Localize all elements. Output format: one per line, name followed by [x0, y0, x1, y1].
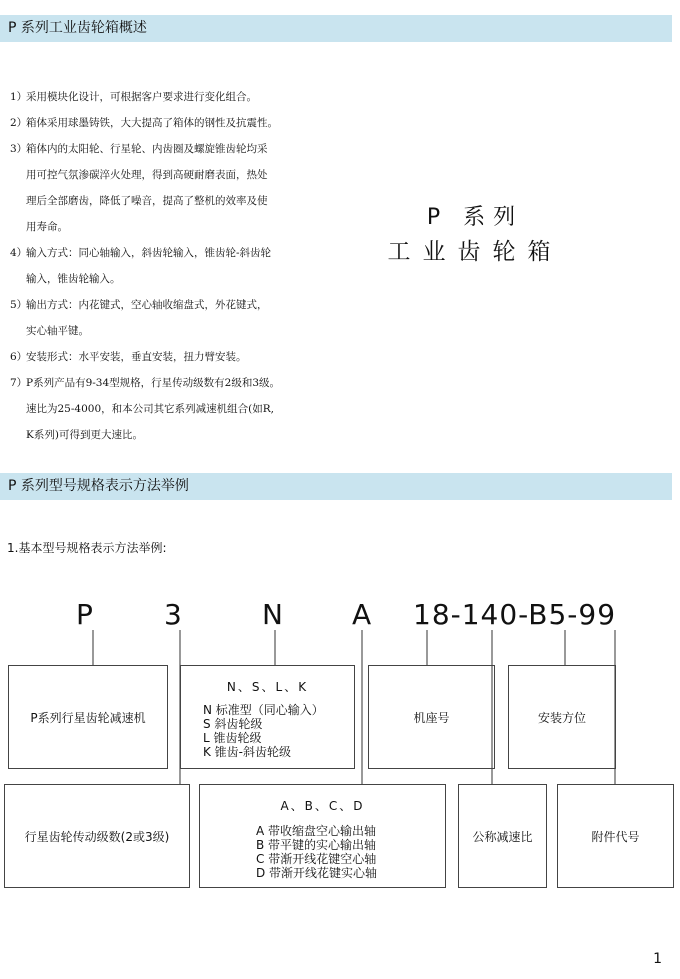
- feature-text: 安装形式：水平安装，垂直安装，扭力臂安装。: [26, 351, 247, 363]
- section-title: P 系列工业齿轮箱概述: [8, 20, 147, 36]
- input-box: [180, 665, 355, 769]
- series-box: [8, 665, 168, 769]
- input-lines: [203, 703, 354, 759]
- section-title: P 系列型号规格表示方法举例: [8, 478, 189, 494]
- code-p: P: [76, 598, 93, 631]
- output-head: A、B、C、D: [280, 799, 365, 813]
- feature-number: 6）: [10, 351, 28, 363]
- input-line: L 锥齿轮级: [203, 731, 262, 745]
- page-number: 1: [653, 951, 662, 967]
- input-line: K 锥齿-斜齿轮级: [203, 745, 292, 759]
- feature-text: 采用模块化设计，可根据客户要求进行变化组合。: [26, 91, 257, 103]
- code-rest: 18-140-B5-99: [413, 598, 617, 631]
- feature-text: 速比为25-4000，和本公司其它系列减速机组合(如R,: [26, 403, 274, 415]
- output-line: A 带收缩盘空心输出轴: [256, 824, 377, 838]
- feature-number: 5）: [10, 299, 28, 311]
- hero-line-1: P 系列: [426, 205, 524, 230]
- ratio-label: 公称减速比: [472, 829, 533, 844]
- feature-text: 用可控气氛渗碳淬火处理，得到高硬耐磨表面，热处: [26, 169, 268, 181]
- code-output: A: [352, 598, 372, 631]
- feature-text: 理后全部磨齿，降低了噪音，提高了整机的效率及使: [26, 195, 268, 207]
- output-line: B 带平键的实心输出轴: [256, 838, 377, 852]
- feature-text: 实心轴平键。: [26, 325, 89, 337]
- accessory-label: 附件代号: [591, 829, 640, 844]
- input-line: S 斜齿轮级: [203, 717, 263, 731]
- feature-number: 2）: [10, 117, 28, 129]
- feature-text: K系列)可得到更大速比。: [26, 429, 143, 441]
- code-stage: 3: [164, 598, 182, 631]
- feature-text: 输出方式：内花键式，空心轴收缩盘式，外花键式，: [26, 299, 268, 311]
- mount-box: [508, 665, 616, 769]
- stages-label: 行星齿轮传动级数(2或3级): [24, 829, 170, 844]
- feature-text: 用寿命。: [26, 221, 68, 233]
- code-input: N: [262, 598, 283, 631]
- feature-number: 7）: [10, 377, 28, 389]
- mount-label: 安装方位: [537, 710, 586, 725]
- series-label: P系列行星齿轮减速机: [30, 710, 146, 725]
- output-box: [199, 784, 446, 888]
- feature-number: 1）: [10, 91, 28, 103]
- input-line: N 标准型（同心输入）: [203, 703, 324, 717]
- frame-box: [368, 665, 495, 769]
- feature-text: 输入方式：同心轴输入，斜齿轮输入，锥齿轮-斜齿轮: [26, 247, 272, 259]
- stages-box: [4, 784, 190, 888]
- output-line: D 带渐开线花键实心轴: [256, 866, 378, 880]
- output-lines: [256, 824, 445, 880]
- hero-line-2: 工业齿轮箱: [387, 239, 563, 265]
- feature-text: 输入，锥齿轮输入。: [26, 273, 121, 285]
- input-head: N、S、L、K: [226, 680, 309, 694]
- feature-number: 3）: [10, 143, 28, 155]
- output-line: C 带渐开线花键空心轴: [256, 852, 377, 866]
- feature-text: 箱体采用球墨铸铁，大大提高了箱体的钢性及抗震性。: [26, 117, 278, 129]
- feature-text: P系列产品有9-34型规格，行星传动级数有2级和3级。: [26, 377, 281, 389]
- frame-label: 机座号: [413, 710, 450, 725]
- ratio-box: [458, 784, 547, 888]
- feature-text: 箱体内的太阳轮、行星轮、内齿圈及螺旋锥齿轮均采: [26, 143, 268, 155]
- accessory-box: [557, 784, 674, 888]
- feature-number: 4）: [10, 247, 28, 259]
- example-subtitle: 1.基本型号规格表示方法举例:: [7, 541, 167, 555]
